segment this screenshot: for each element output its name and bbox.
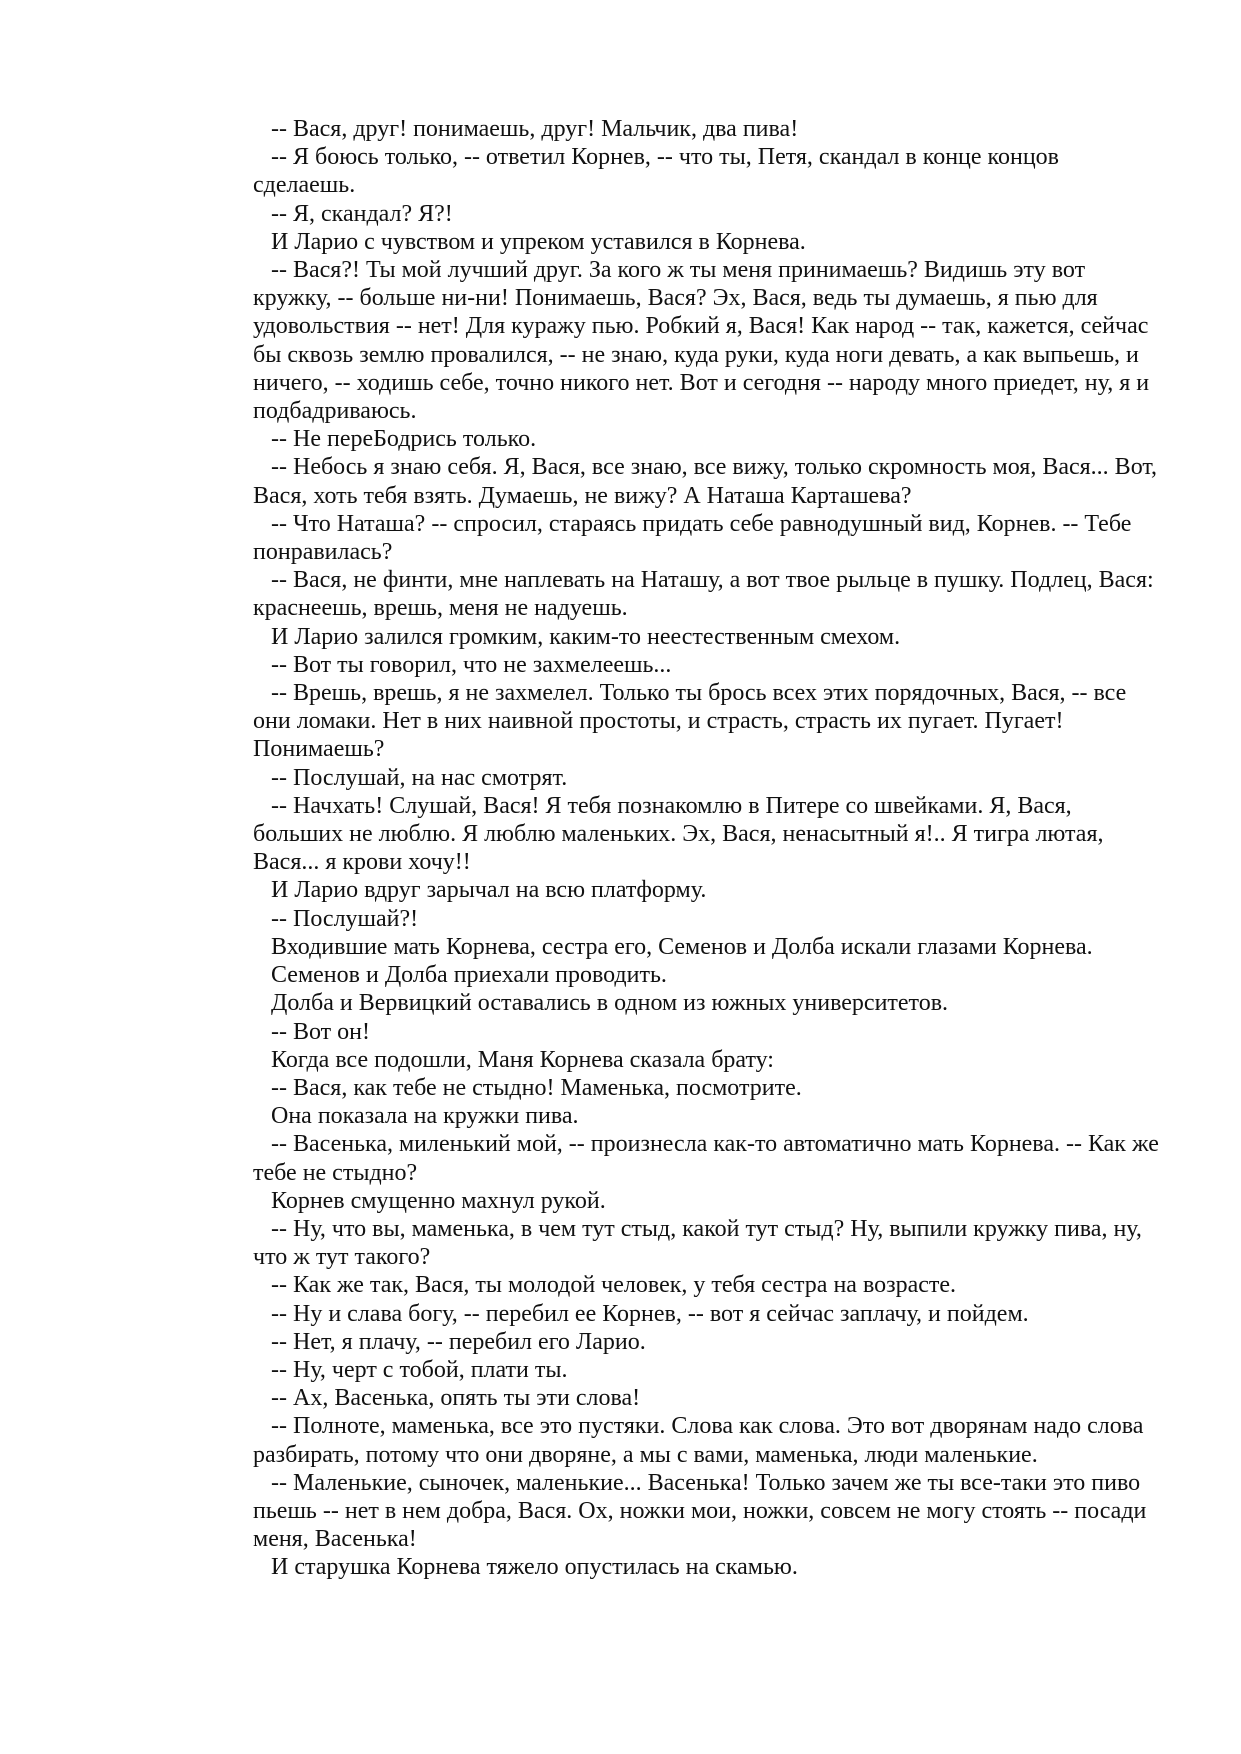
paragraph: -- Васенька, миленький мой, -- произнесла как-то автоматично мать Корнева. -- Как же тебе не стыдно? xyxy=(253,1131,1159,1186)
paragraph: И Ларио залился громким, каким-то неестественным смехом. xyxy=(271,623,901,650)
paragraph: Семенов и Долба приехали проводить. xyxy=(271,962,667,989)
paragraph: И Ларио вдруг зарычал на всю платформу. xyxy=(271,877,707,904)
paragraph: -- Вася, не финти, мне наплевать на Наташу, а вот твое рыльце в пушку. Подлец, Вася: краснеешь, врешь, меня не надуешь. xyxy=(253,567,1154,622)
paragraph: -- Небось я знаю себя. Я, Вася, все знаю, все вижу, только скромность моя, Вася... Вот, Вася, хоть тебя взять. Думаешь, не вижу? А Наташа Карташева? xyxy=(253,454,1158,509)
paragraph: -- Вот ты говорил, что не захмелеешь... xyxy=(271,651,672,678)
paragraph: -- Ну, черт с тобой, плати ты. xyxy=(271,1356,568,1383)
paragraph: -- Маленькие, сыночек, маленькие... Васенька! Только зачем же ты все-таки это пиво пьешь -- нет в нем добра, Вася. Ох, ножки мои, ножки, совсем не могу стоять -- посади меня, Васенька! xyxy=(253,1469,1147,1553)
paragraph: -- Я боюсь только, -- ответил Корнев, -- что ты, Петя, скандал в конце концов сделаешь. xyxy=(253,144,1060,199)
paragraph: -- Я, скандал? Я?! xyxy=(271,200,453,227)
paragraph: Когда все подошли, Маня Корнева сказала брату: xyxy=(271,1046,774,1073)
paragraph: -- Как же так, Вася, ты молодой человек, у тебя сестра на возрасте. xyxy=(271,1272,957,1299)
paragraph: -- Вася?! Ты мой лучший друг. За кого ж ты меня принимаешь? Видишь эту вот кружку, -- больше ни-ни! Понимаешь, Вася? Эх, Вася, ведь ты думаешь, я пью для удовольствия -- нет! Для куражу пью. Робкий я, Вася! Как народ -- так, кажется, сейчас бы сквозь землю провалился, -- не знаю, куда руки, куда ноги девать, а как выпьешь, и ничего, -- ходишь себе, точно никого нет. Вот и сегодня -- народу много приедет, ну, я и подбадриваюсь. xyxy=(253,257,1150,425)
paragraph: -- Ну, что вы, маменька, в чем тут стыд, какой тут стыд? Ну, выпили кружку пива, ну, что ж тут такого? xyxy=(253,1215,1142,1271)
paragraph: -- Ах, Васенька, опять ты эти слова! xyxy=(271,1385,641,1412)
paragraph: -- Врешь, врешь, я не захмелел. Только ты брось всех этих порядочных, Вася, -- все они ломаки. Нет в них наивной простоты, и страсть, страсть их пугает. Пугает! Понимаешь? xyxy=(253,680,1127,763)
paragraph: -- Нет, я плачу, -- перебил его Ларио. xyxy=(271,1328,646,1355)
paragraph: -- Вот он! xyxy=(271,1018,370,1045)
paragraph: -- Ну и слава богу, -- перебил ее Корнев, -- вот я сейчас заплачу, и пойдем. xyxy=(271,1300,1029,1327)
paragraph: Входившие мать Корнева, сестра его, Семенов и Долба искали глазами Корнева. xyxy=(271,933,1093,960)
paragraph: -- Начхать! Слушай, Вася! Я тебя познакомлю в Питере со швейками. Я, Вася, больших не люблю. Я люблю маленьких. Эх, Вася, ненасытный я!.. Я тигра лютая, Вася... я крови хочу!! xyxy=(253,792,1104,876)
paragraph: -- Послушай, на нас смотрят. xyxy=(271,764,568,791)
paragraph: Корнев смущенно махнул рукой. xyxy=(271,1187,606,1214)
paragraph: -- Вася, друг! понимаешь, друг! Мальчик, два пива! xyxy=(271,116,799,142)
paragraph: -- Полноте, маменька, все это пустяки. Слова как слова. Это вот дворянам надо слова разбирать, потому что они дворяне, а мы с вами, маменька, люди маленькие. xyxy=(253,1413,1144,1468)
paragraph: -- Что Наташа? -- спросил, стараясь придать себе равнодушный вид, Корнев. -- Тебе понравилась? xyxy=(253,510,1132,566)
text-body xyxy=(253,115,1163,1582)
paragraph: Она показала на кружки пива. xyxy=(271,1103,579,1130)
paragraph: -- Не переБодрись только. xyxy=(271,426,537,453)
paragraph: Долба и Вервицкий оставались в одном из южных университетов. xyxy=(271,990,949,1017)
paragraph: -- Вася, как тебе не стыдно! Маменька, посмотрите. xyxy=(271,1074,802,1101)
paragraph: И старушка Корнева тяжело опустилась на скамью. xyxy=(271,1554,798,1581)
paragraph: И Ларио с чувством и упреком уставился в Корнева. xyxy=(271,228,806,255)
paragraph: -- Послушай?! xyxy=(271,905,419,932)
